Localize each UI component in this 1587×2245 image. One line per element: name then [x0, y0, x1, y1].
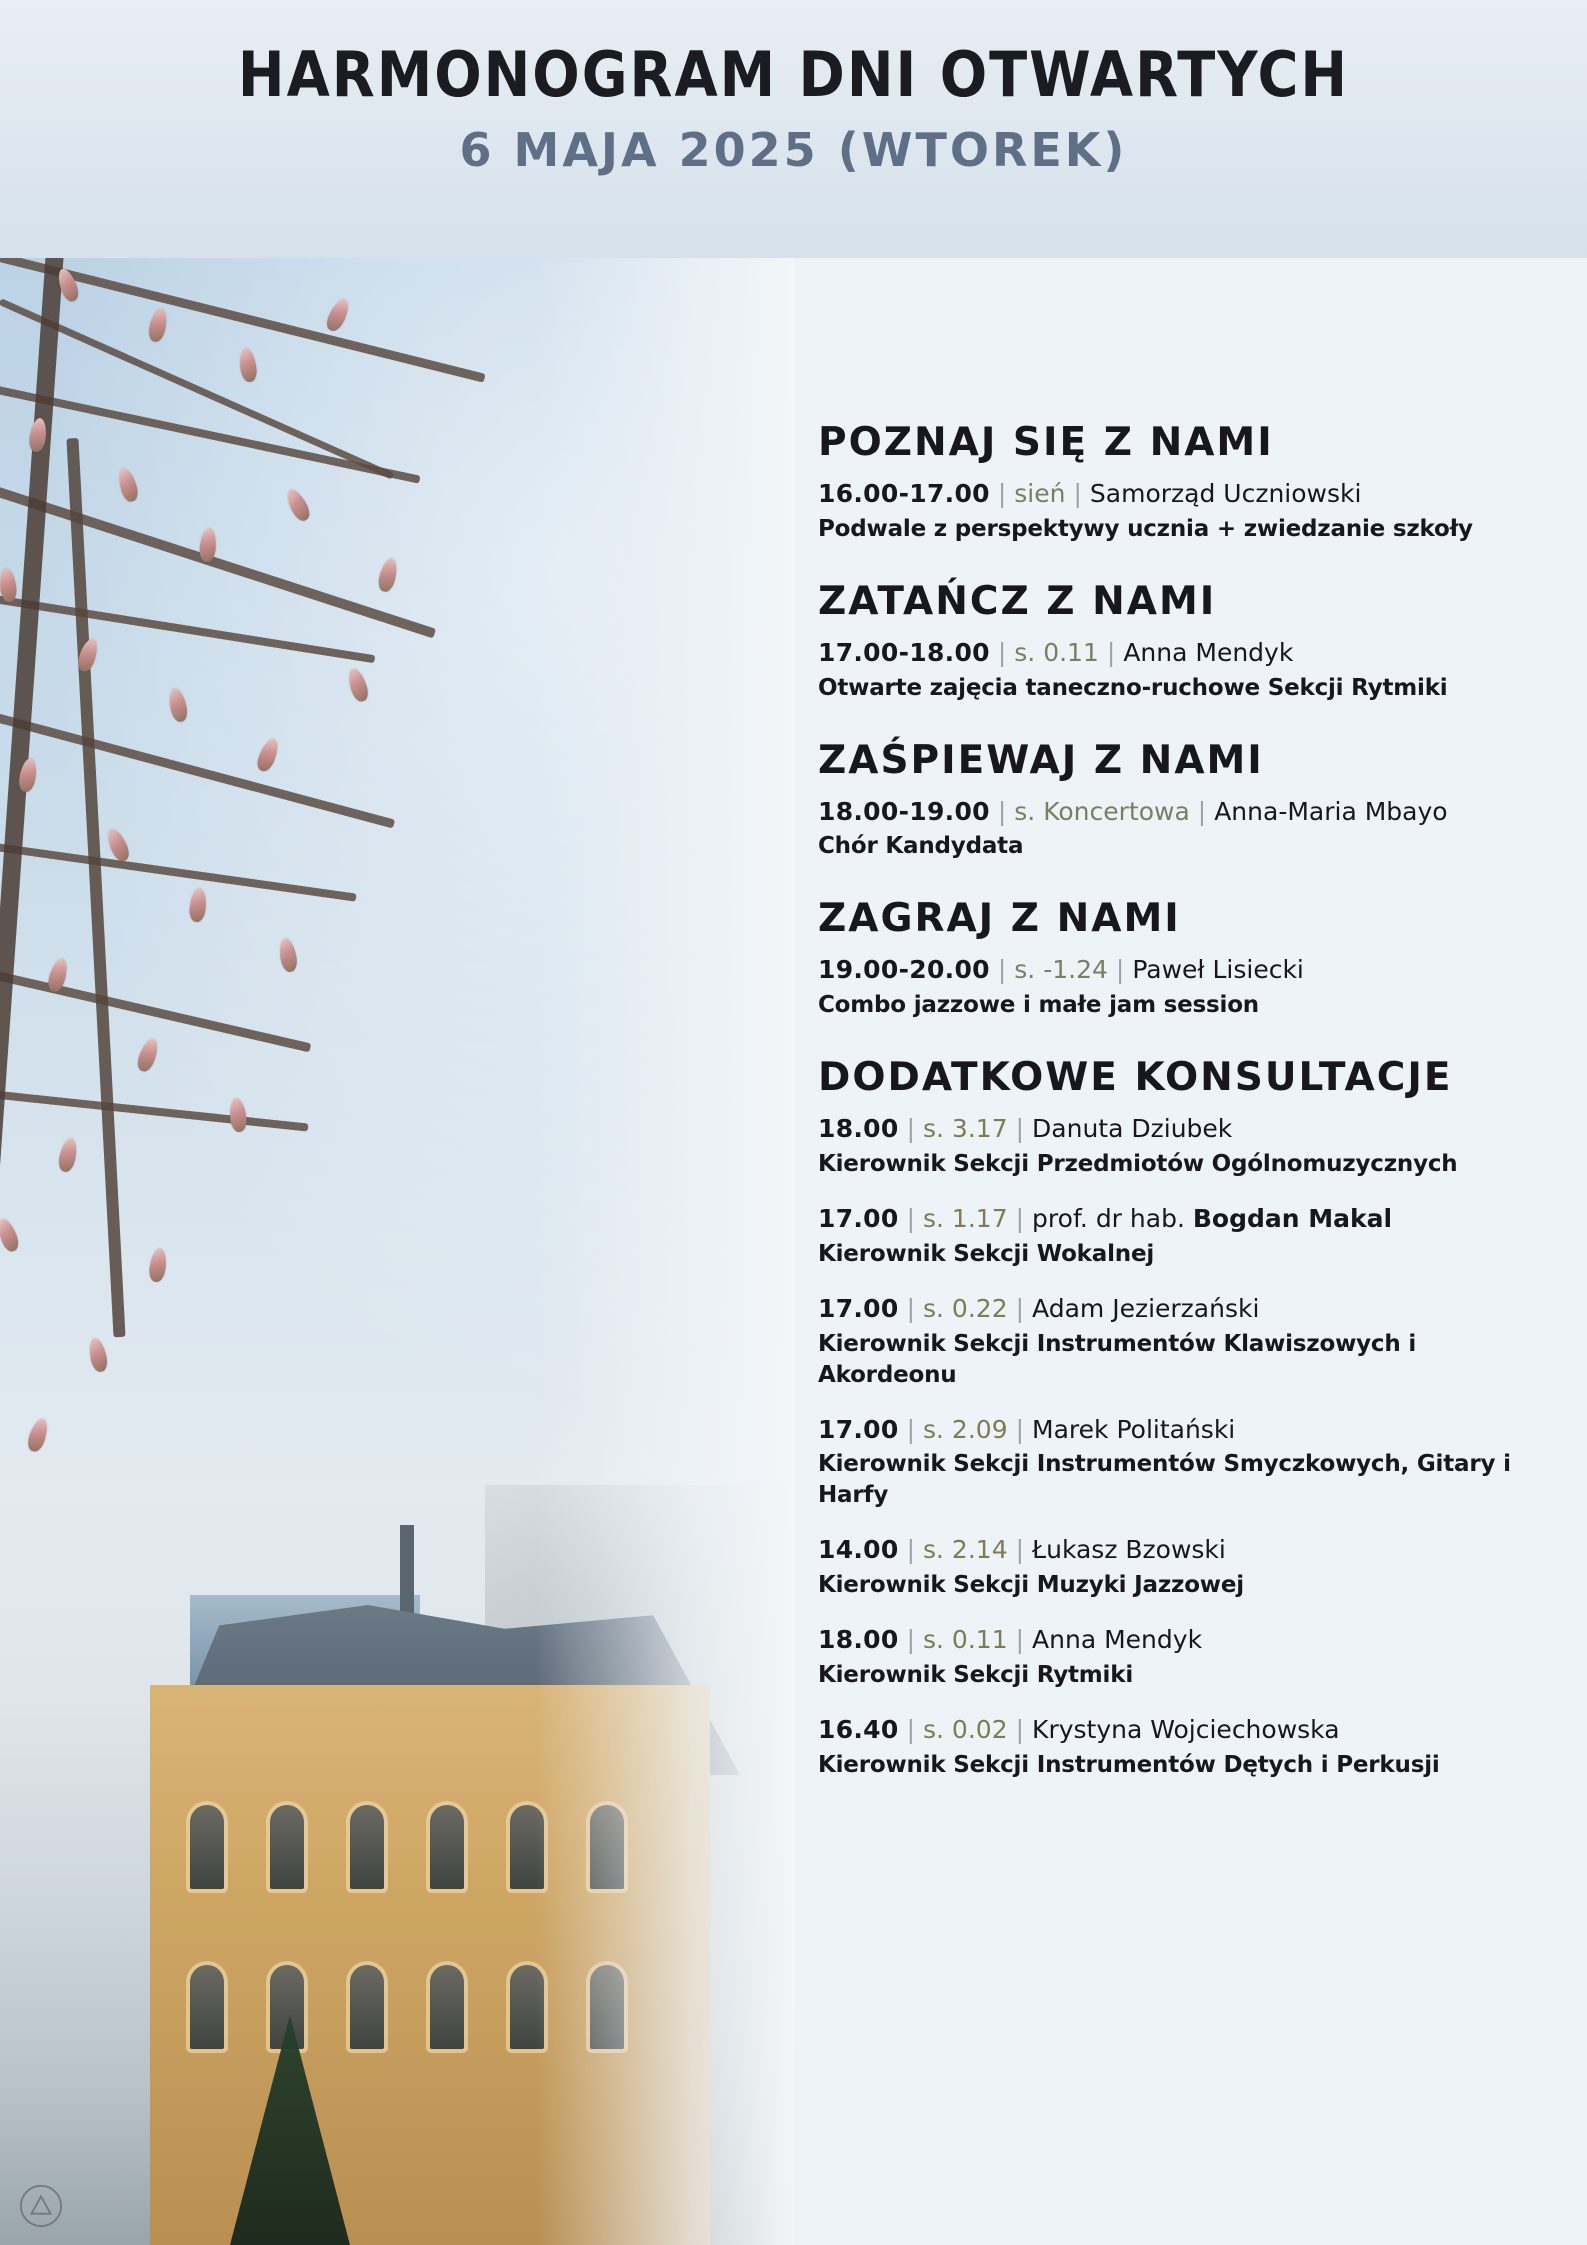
separator: | — [997, 955, 1007, 985]
entry-room: s. 3.17 — [923, 1114, 1008, 1144]
schedule-entry — [818, 1533, 1558, 1601]
entry-time: 17.00 — [818, 1293, 899, 1323]
schedule-entry — [818, 1713, 1558, 1781]
entry-description: Kierownik Sekcji Instrumentów Smyczkowych, Gitary i Harfy — [818, 1451, 1511, 1509]
entry-time: 17.00 — [818, 1203, 899, 1233]
section-konsultacje — [818, 1055, 1558, 1781]
schedule-entry — [818, 1112, 1558, 1180]
entry-person: Samorząd Uczniowski — [1089, 479, 1362, 508]
separator: | — [997, 796, 1007, 826]
entry-description: Kierownik Sekcji Przedmiotów Ogólnomuzycznych — [818, 1150, 1458, 1177]
entry-room: sień — [1014, 479, 1066, 508]
poster-header — [0, 0, 1587, 258]
entry-description: Combo jazzowe i małe jam session — [818, 992, 1259, 1019]
separator: | — [906, 1625, 916, 1655]
entry-time: 16.40 — [818, 1715, 899, 1745]
entry-person: Anna Mendyk — [1032, 1625, 1203, 1655]
section-title: ZAŚPIEWAJ Z NAMI — [818, 737, 1264, 783]
section-title: ZAGRAJ Z NAMI — [818, 896, 1181, 942]
separator: | — [906, 1715, 916, 1745]
entry-time: 17.00 — [818, 1414, 899, 1444]
section-poznaj — [818, 420, 1558, 545]
entry-person-title: prof. dr hab. — [1032, 1203, 1185, 1233]
section-title: ZATAŃCZ Z NAMI — [818, 578, 1217, 624]
entry-person: Łukasz Bzowski — [1032, 1535, 1226, 1565]
separator: | — [1015, 1625, 1025, 1655]
separator: | — [997, 637, 1007, 667]
separator: | — [997, 479, 1007, 508]
entry-description: Chór Kandydata — [818, 833, 1024, 860]
separator: | — [906, 1293, 916, 1323]
separator: | — [1015, 1414, 1025, 1444]
separator: | — [1106, 637, 1116, 667]
schedule-entry — [818, 1623, 1558, 1691]
entry-description: Kierownik Sekcji Wokalnej — [818, 1240, 1155, 1267]
schedule-entry — [818, 636, 1558, 704]
separator: | — [906, 1414, 916, 1444]
section-title: DODATKOWE KONSULTACJE — [818, 1055, 1453, 1101]
entry-person: Bogdan Makal — [1192, 1203, 1393, 1233]
photo-right-fade — [535, 258, 795, 2245]
separator: | — [906, 1535, 916, 1565]
schedule-entry — [818, 953, 1558, 1021]
entry-time: 18.00 — [818, 1625, 899, 1655]
entry-person: Danuta Dziubek — [1032, 1114, 1233, 1144]
separator: | — [1197, 796, 1207, 826]
entry-description: Kierownik Sekcji Muzyki Jazzowej — [818, 1572, 1244, 1599]
page-subtitle: 6 MAJA 2025 (WTOREK) — [459, 123, 1128, 177]
section-zagraj — [818, 896, 1558, 1021]
schedule-entry — [818, 1202, 1558, 1270]
separator: | — [1015, 1535, 1025, 1565]
separator: | — [1015, 1114, 1025, 1144]
entry-room: s. 0.11 — [923, 1625, 1008, 1655]
section-title: POZNAJ SIĘ Z NAMI — [818, 420, 1274, 465]
entry-description: Kierownik Sekcji Rytmiki — [818, 1662, 1134, 1689]
entry-description: Podwale z perspektywy ucznia + zwiedzanie szkoły — [818, 515, 1473, 542]
separator: | — [1015, 1715, 1025, 1745]
entry-time: 16.00-17.00 — [818, 479, 990, 508]
schedule-entry — [818, 477, 1558, 545]
schedule-entry — [818, 1292, 1558, 1391]
entry-room: s. 2.09 — [923, 1414, 1008, 1444]
entry-time: 18.00 — [818, 1114, 899, 1144]
separator: | — [906, 1114, 916, 1144]
separator: | — [1015, 1203, 1025, 1233]
magnolia-tree — [0, 258, 560, 1588]
schedule-entry — [818, 795, 1558, 863]
entry-time: 19.00-20.00 — [818, 955, 990, 985]
entry-person: Adam Jezierzański — [1032, 1293, 1260, 1323]
entry-person: Anna-Maria Mbayo — [1214, 796, 1448, 826]
watermark-logo — [18, 2183, 64, 2229]
entry-person: Krystyna Wojciechowska — [1032, 1715, 1340, 1745]
entry-room: s. 2.14 — [923, 1535, 1008, 1565]
separator: | — [906, 1203, 916, 1233]
page-title: HARMONOGRAM DNI OTWARTYCH — [237, 38, 1350, 111]
entry-description: Otwarte zajęcia taneczno-ruchowe Sekcji Rytmiki — [818, 674, 1448, 701]
entry-time: 18.00-19.00 — [818, 796, 990, 826]
entry-time: 14.00 — [818, 1535, 899, 1565]
entry-room: s. 0.11 — [1014, 637, 1099, 667]
separator: | — [1073, 479, 1082, 508]
entry-room: s. Koncertowa — [1014, 796, 1190, 826]
entry-person: Marek Politański — [1032, 1414, 1236, 1444]
separator: | — [1115, 955, 1125, 985]
entry-room: s. 0.02 — [923, 1715, 1008, 1745]
entry-room: s. 1.17 — [923, 1203, 1008, 1233]
entry-person: Paweł Lisiecki — [1132, 955, 1304, 985]
section-zaspiewaj — [818, 738, 1558, 863]
entry-time: 17.00-18.00 — [818, 637, 990, 667]
entry-description: Kierownik Sekcji Instrumentów Klawiszowych i Akordeonu — [818, 1330, 1417, 1388]
schedule-content — [818, 420, 1558, 1815]
background-photo — [0, 258, 795, 2245]
entry-room: s. -1.24 — [1014, 955, 1108, 985]
separator: | — [1015, 1293, 1025, 1323]
entry-person: Anna Mendyk — [1123, 637, 1294, 667]
entry-room: s. 0.22 — [923, 1293, 1008, 1323]
schedule-entry — [818, 1413, 1558, 1512]
entry-description: Kierownik Sekcji Instrumentów Dętych i Perkusji — [818, 1751, 1440, 1778]
section-zatancz — [818, 579, 1558, 704]
